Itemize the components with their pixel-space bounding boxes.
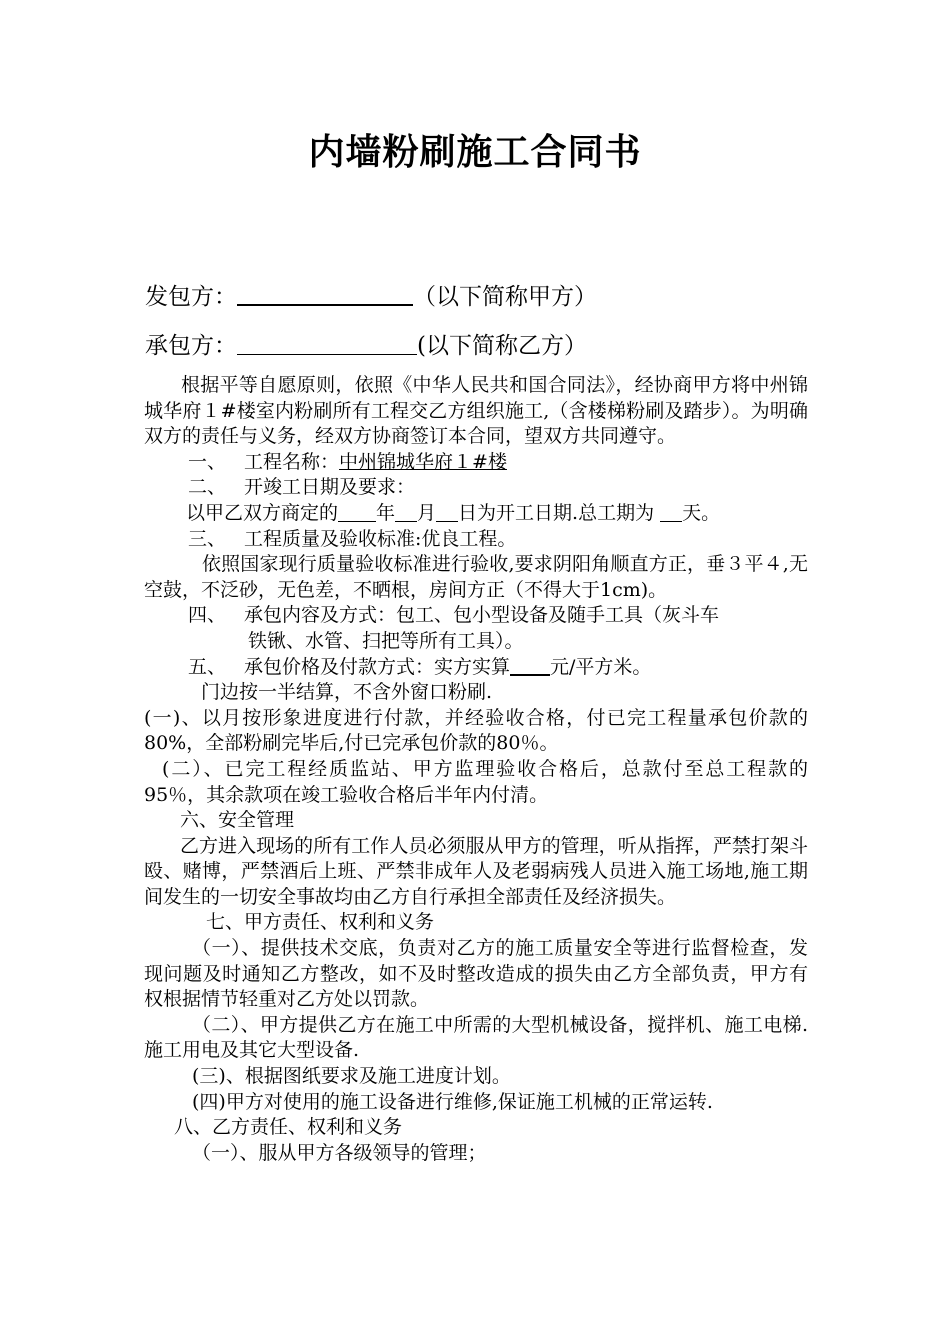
document-title: 内墙粉刷施工合同书 bbox=[308, 131, 642, 173]
section-4-line-2: 铁锹、水管、扫把等所有工具）。 bbox=[248, 629, 524, 652]
section-3-heading bbox=[144, 527, 808, 553]
intro-paragraph: 根据平等自愿原则，依照《中华人民共和国合同法》，经协商甲方将中州锦城华府１#楼室内粉刷所有工程交乙方组织施工,（含楼梯粉刷及踏步）。为明确双方的责任与义务，经双方协商签订本合同，望双方共同遵守。 bbox=[144, 374, 808, 448]
party-a-blank[interactable] bbox=[237, 282, 413, 306]
section-8-heading: 八、乙方责任、权利和义务 bbox=[174, 1116, 403, 1139]
party-a-label: 发包方： bbox=[145, 284, 237, 310]
section-3-label: 工程质量及验收标准:优良工程。 bbox=[244, 527, 517, 550]
days-label: 天。 bbox=[682, 501, 721, 524]
section-7-item-1: （一）、提供技术交底，负责对乙方的施工质量安全等进行监督检查，发现问题及时通知乙方整改，如不及时整改造成的损失由乙方全部负责，甲方有权根据情节轻重对乙方处以罚款。 bbox=[144, 937, 808, 1011]
section-5-note: 门边按一半结算，不含外窗口粉刷. bbox=[201, 681, 493, 704]
party-b-suffix: (以下简称乙方） bbox=[417, 333, 587, 359]
section-5-number: 五、 bbox=[188, 655, 227, 678]
day-blank[interactable] bbox=[436, 503, 458, 522]
section-7-item-2: （二）、甲方提供乙方在施工中所需的大型机械设备，搅拌机、施工电梯.施工用电及其它大型设备. bbox=[144, 1013, 808, 1062]
section-4-line-1: 承包内容及方式：包工、包小型设备及随手工具（灰斗车 bbox=[244, 604, 720, 627]
party-b-label: 承包方： bbox=[145, 333, 237, 359]
month-label: 月 bbox=[417, 501, 437, 524]
section-5-heading bbox=[144, 655, 808, 681]
section-8-item-1: （一）、服从甲方各级领导的管理； bbox=[192, 1141, 487, 1164]
unit-price-blank[interactable] bbox=[510, 656, 550, 676]
duration-blank[interactable] bbox=[660, 503, 682, 522]
section-5-payment-1: (一)、以月按形象进度进行付款，并经验收合格，付已完工程量承包价款的80%，全部粉刷完毕后,付已完承包价款的80％。 bbox=[144, 706, 808, 755]
section-3-detail: 依照国家现行质量验收标准进行验收,要求阴阳角顺直方正，垂３平４,无空鼓，不泛砂，无色差，不晒根，房间方正（不得大于1cm)。 bbox=[144, 553, 808, 601]
project-name-value: 中州锦城华府１#楼 bbox=[339, 450, 507, 473]
month-blank[interactable] bbox=[395, 503, 417, 522]
section-1-number: 一、 bbox=[188, 450, 227, 473]
dates-text-2: 日为开工日期.总工期为 bbox=[458, 501, 661, 524]
section-4 bbox=[144, 603, 808, 654]
section-5-text-1: 承包价格及付款方式：实方实算 bbox=[244, 655, 511, 678]
section-7-item-4: (四)甲方对使用的施工设备进行维修,保证施工机械的正常运转. bbox=[192, 1090, 713, 1113]
section-7-heading: 七、甲方责任、权利和义务 bbox=[206, 911, 435, 934]
section-5-text-2: 元/平方米。 bbox=[550, 655, 652, 678]
year-label: 年 bbox=[376, 501, 396, 524]
year-blank[interactable] bbox=[338, 503, 376, 522]
party-a-line bbox=[145, 280, 597, 314]
section-1 bbox=[144, 450, 808, 476]
section-2-dates bbox=[144, 501, 808, 527]
party-b-line bbox=[145, 329, 587, 363]
dates-text-1: 以甲乙双方商定的 bbox=[186, 501, 339, 524]
section-4-number: 四、 bbox=[188, 604, 227, 627]
section-6-heading: 六、安全管理 bbox=[180, 809, 295, 832]
section-6-body: 乙方进入现场的所有工作人员必须服从甲方的管理，听从指挥，严禁打架斗殴、赌博，严禁酒后上班、严禁非成年人及老弱病残人员进入施工场地,施工期间发生的一切安全事故均由乙方自行承担全部责任及经济损失。 bbox=[144, 834, 808, 908]
party-b-blank[interactable] bbox=[237, 332, 417, 355]
section-2-label: 开竣工日期及要求： bbox=[244, 476, 416, 499]
section-7-item-3: (三)、根据图纸要求及施工进度计划。 bbox=[192, 1065, 511, 1088]
contract-body bbox=[144, 373, 808, 1166]
section-2-heading bbox=[144, 475, 808, 501]
party-a-suffix: （以下简称甲方） bbox=[413, 284, 597, 310]
section-5-payment-2: (二）、已完工程经质监站、甲方监理验收合格后，总款付至总工程款的95％，其余款项在竣工验收合格后半年内付清。 bbox=[144, 757, 808, 806]
section-2-number: 二、 bbox=[188, 476, 227, 499]
section-3-number: 三、 bbox=[188, 527, 227, 550]
section-1-label: 工程名称： bbox=[244, 450, 340, 473]
